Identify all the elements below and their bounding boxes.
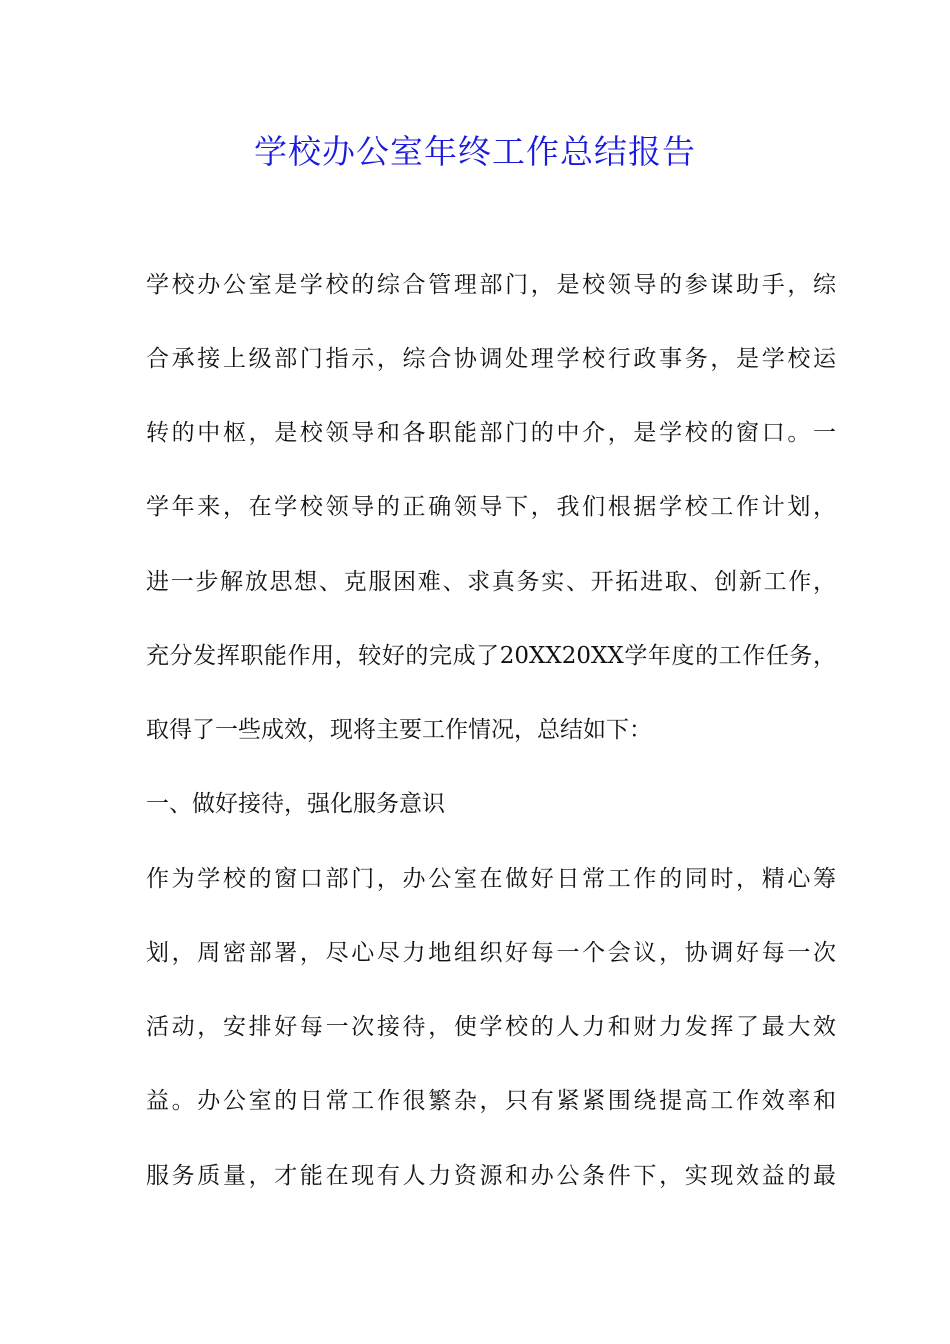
section-heading-1: 一、做好接待，强化服务意识 [146, 791, 445, 817]
paragraph-line-7: 取得了一些成效，现将主要工作情况，总结如下： [146, 717, 652, 743]
paragraph-line-3: 转的中枢，是校领导和各职能部门的中介，是学校的窗口。一 [146, 420, 836, 446]
paragraph-line-2: 合承接上级部门指示，综合协调处理学校行政事务，是学校运 [146, 346, 836, 372]
paragraph-line-4: 学年来，在学校领导的正确领导下，我们根据学校工作计划， [146, 494, 836, 520]
paragraph-line-12: 服务质量，才能在现有人力资源和办公条件下，实现效益的最 [146, 1163, 836, 1189]
document-title: 学校办公室年终工作总结报告 [254, 132, 696, 171]
paragraph-line-11: 益。办公室的日常工作很繁杂，只有紧紧围绕提高工作效率和 [146, 1088, 836, 1114]
paragraph-line-6: 充分发挥职能作用，较好的完成了20XX20XX学年度的工作任务， [146, 643, 836, 669]
paragraph-line-8: 作为学校的窗口部门，办公室在做好日常工作的同时，精心筹 [146, 866, 836, 892]
paragraph-line-9: 划，周密部署，尽心尽力地组织好每一个会议，协调好每一次 [146, 940, 836, 966]
paragraph-line-1: 学校办公室是学校的综合管理部门，是校领导的参谋助手，综 [146, 272, 836, 298]
paragraph-line-5: 进一步解放思想、克服困难、求真务实、开拓进取、创新工作， [146, 569, 836, 595]
paragraph-line-10: 活动，安排好每一次接待，使学校的人力和财力发挥了最大效 [146, 1014, 836, 1040]
